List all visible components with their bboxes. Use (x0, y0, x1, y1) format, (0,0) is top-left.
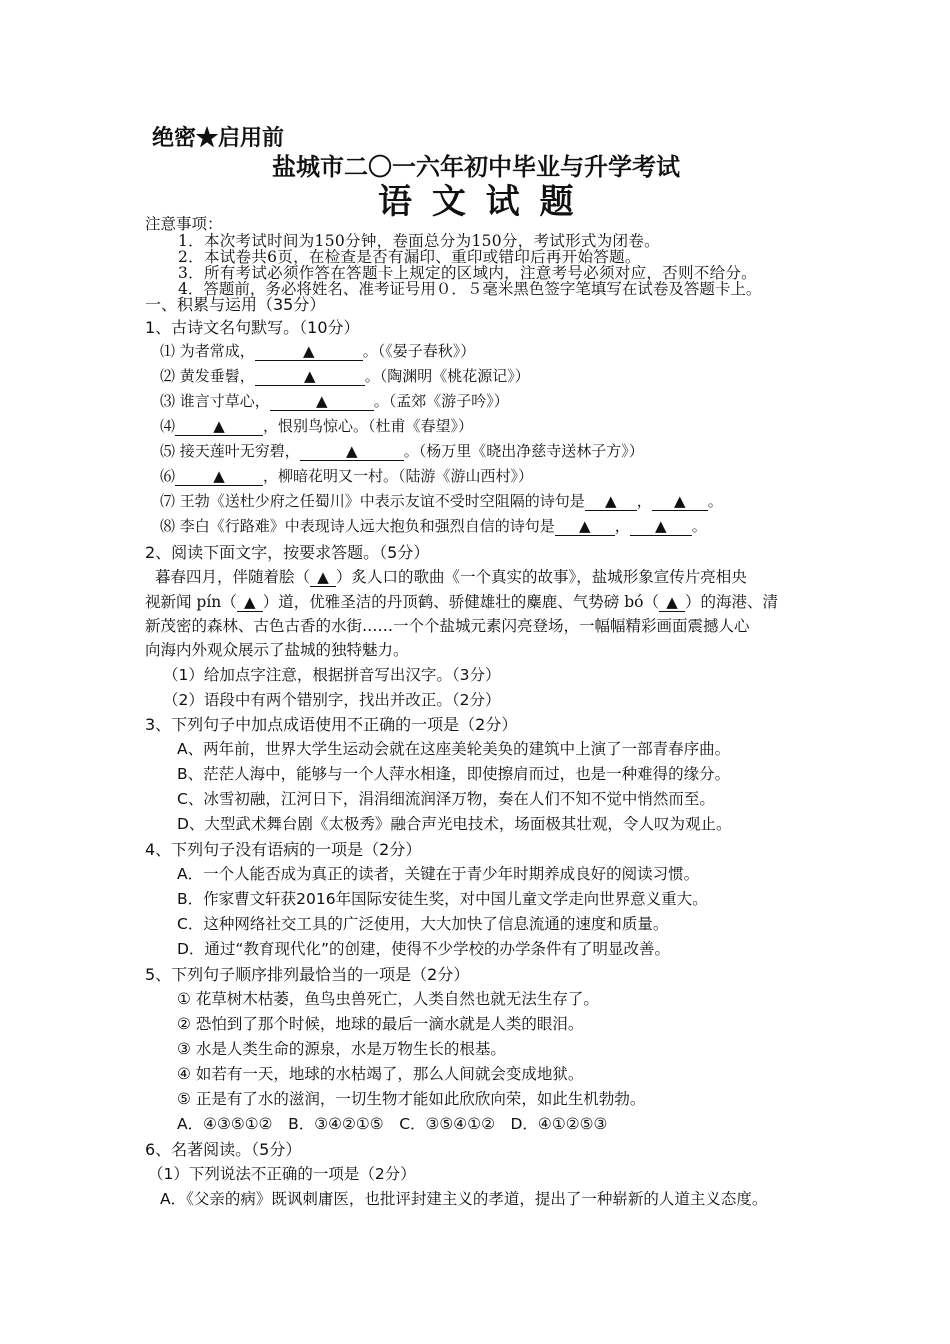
q3-title: 3、下列句子中加点成语使用不正确的一项是（2分） (145, 715, 518, 734)
q4-option-a[interactable]: A．一个人能否成为真正的读者，关键在于青少年时期养成良好的阅读习惯。 (177, 865, 700, 883)
q2-text: 视新闻 pín（ (145, 593, 237, 611)
answer-blank[interactable] (175, 418, 263, 436)
q2-passage-line-3: 新茂密的森林、古色古香的水街……一个个盐城元素闪亮登场，一幅幅精彩画面震撼人心 (145, 617, 750, 635)
q5-sentence-3: ③ 水是人类生命的源泉，水是万物生长的根基。 (177, 1040, 506, 1058)
blank-mark-icon: ▲ (213, 467, 225, 485)
exam-title: 盐城市二〇一六年初中毕业与升学考试 (272, 152, 680, 181)
section-1-heading: 一、积累与运用（35分） (145, 295, 326, 314)
answer-blank[interactable] (630, 518, 692, 536)
q1-item-7-sep: ， (636, 492, 652, 510)
q6-option-a[interactable]: A．《父亲的病》既讽刺庸医，也批评封建主义的孝道，提出了一种崭新的人道主义态度。 (160, 1190, 768, 1208)
q1-item-8 (160, 515, 950, 536)
answer-blank[interactable] (300, 443, 404, 461)
q3-option-b[interactable]: B、茫茫人海中，能够与一个人萍水相逢，即使擦肩而过，也是一种难得的缘分。 (177, 765, 731, 783)
answer-blank[interactable] (585, 493, 637, 511)
q1-item-1-text: ⑴ 为者常成， (160, 342, 255, 360)
q3-option-a[interactable]: A、两年前，世界大学生运动会就在这座美轮美奂的建筑中上演了一部青春序曲。 (177, 740, 731, 758)
answer-blank[interactable] (310, 569, 336, 587)
q1-item-4-text: ，恨别鸟惊心。（杜甫《春望》） (263, 417, 474, 435)
notice-label: 注意事项： (145, 215, 223, 233)
q1-item-5-source: 。（杨万里《晓出净慈寺送林子方》） (403, 442, 644, 460)
answer-blank[interactable] (175, 468, 263, 486)
blank-mark-icon: ▲ (317, 568, 329, 586)
q1-item-3-source: 。（孟郊《游子吟》） (373, 392, 509, 410)
q1-item-2-source: 。（陶渊明《桃花源记》） (364, 367, 530, 385)
blank-mark-icon: ▲ (303, 342, 315, 360)
q5-options[interactable]: A．④③⑤①② B．③④②①⑤ C．③⑤④①② D．④①②⑤③ (177, 1115, 608, 1133)
q5-sentence-4: ④ 如若有一天，地球的水枯竭了，那么人间就会变成地狱。 (177, 1065, 584, 1083)
q1-item-5 (160, 440, 950, 461)
q3-option-c[interactable]: C、冰雪初融，江河日下，涓涓细流润泽万物，奏在人们不知不觉中悄然而至。 (177, 790, 715, 808)
q2-passage-line-2 (145, 590, 950, 612)
q5-sentence-5: ⑤ 正是有了水的滋润，一切生物才能如此欣欣向荣，如此生机勃勃。 (177, 1090, 646, 1108)
notice-item-4: 4．答题前，务必将姓名、准考证号用０．５毫米黑色签字笔填写在试卷及答题卡上。 (178, 280, 762, 298)
q4-option-c[interactable]: C．这种网络社交工具的广泛使用，大大加快了信息流通的速度和质量。 (177, 915, 669, 933)
secret-label: 绝密★启用前 (152, 125, 285, 151)
q1-item-4-num: ⑷ (160, 417, 176, 435)
q4-title: 4、下列句子没有语病的一项是（2分） (145, 840, 422, 859)
notice-item-1: 1．本次考试时间为150分钟，卷面总分为150分，考试形式为闭卷。 (178, 232, 660, 250)
q5-sentence-1: ① 花草树木枯萎，鱼鸟虫兽死亡，人类自然也就无法生存了。 (177, 990, 599, 1008)
blank-mark-icon: ▲ (346, 442, 358, 460)
notice-item-2: 2．本试卷共6页，在检查是否有漏印、重印或错印后再开始答题。 (178, 248, 641, 266)
blank-mark-icon: ▲ (674, 492, 686, 510)
q3-option-d[interactable]: D、大型武术舞台剧《太极秀》融合声光电技术，场面极其壮观，令人叹为观止。 (177, 815, 732, 833)
blank-mark-icon: ▲ (244, 593, 256, 611)
answer-blank[interactable] (652, 493, 708, 511)
q2-passage-line-1 (155, 565, 950, 587)
q6-sub-1: （1）下列说法不正确的一项是（2分） (148, 1165, 416, 1183)
q4-option-b[interactable]: B．作家曹文轩获2016年国际安徒生奖，对中国儿童文学走向世界意义重大。 (177, 890, 708, 908)
q1-item-6-text: ，柳暗花明又一村。（陆游《游山西村》） (263, 467, 534, 485)
q1-item-6 (160, 465, 950, 486)
q1-item-7 (160, 490, 950, 511)
q2-text: ）的海港、清 (684, 593, 778, 611)
q1-item-2-text: ⑵ 黄发垂髫， (160, 367, 255, 385)
q1-item-5-text: ⑸ 接天莲叶无穷碧， (160, 442, 300, 460)
q2-text: ）炙人口的歌曲《一个真实的故事》，盐城形象宣传片亮相央 (336, 568, 747, 586)
q2-passage-line-4: 向海内外观众展示了盐城的独特魅力。 (145, 641, 409, 659)
answer-blank[interactable] (255, 368, 365, 386)
q4-option-d[interactable]: D．通过“教育现代化”的创建，使得不少学校的办学条件有了明显改善。 (177, 940, 670, 958)
q2-sub-1: （1）给加点字注意，根据拼音写出汉字。（3分） (163, 666, 501, 684)
blank-mark-icon: ▲ (666, 593, 678, 611)
blank-mark-icon: ▲ (316, 392, 328, 410)
q1-item-4 (160, 415, 950, 436)
q1-item-1 (160, 340, 950, 361)
q1-item-3 (160, 390, 950, 411)
q5-title: 5、下列句子顺序排列最恰当的一项是（2分） (145, 965, 470, 984)
subject-title: 语 文 试 题 (378, 182, 578, 222)
q6-title: 6、名著阅读。（5分） (145, 1140, 302, 1159)
blank-mark-icon: ▲ (655, 517, 667, 535)
q1-item-3-text: ⑶ 谁言寸草心， (160, 392, 270, 410)
q1-item-8-end: 。 (691, 517, 707, 535)
blank-mark-icon: ▲ (304, 367, 316, 385)
notice-item-3: 3．所有考试必须作答在答题卡上规定的区域内，注意考号必须对应，否则不给分。 (178, 264, 757, 282)
q2-text: ）道，优雅圣洁的丹顶鹤、骄健雄壮的麋鹿、气势磅 bó（ (262, 593, 659, 611)
q2-title: 2、阅读下面文字，按要求答题。（5分） (145, 543, 430, 562)
q1-title: 1、古诗文名句默写。（10分） (145, 318, 360, 337)
q1-item-2 (160, 365, 950, 386)
q1-item-6-num: ⑹ (160, 467, 176, 485)
q5-sentence-2: ② 恐怕到了那个时候，地球的最后一滴水就是人类的眼泪。 (177, 1015, 584, 1033)
answer-blank[interactable] (659, 594, 685, 612)
answer-blank[interactable] (270, 393, 374, 411)
q1-item-1-source: 。（《晏子春秋》） (362, 342, 476, 360)
q2-sub-2: （2）语段中有两个错别字，找出并改正。（2分） (163, 691, 501, 709)
blank-mark-icon: ▲ (579, 517, 591, 535)
q1-item-8-sep: ， (614, 517, 630, 535)
answer-blank[interactable] (237, 594, 263, 612)
blank-mark-icon: ▲ (213, 417, 225, 435)
q1-item-7-text: ⑺ 王勃《送杜少府之任蜀川》中表示友谊不受时空阻隔的诗句是 (160, 492, 585, 510)
blank-mark-icon: ▲ (605, 492, 617, 510)
q1-item-7-end: 。 (707, 492, 723, 510)
q2-text: 暮春四月，伴随着脍（ (155, 568, 311, 586)
answer-blank[interactable] (255, 343, 363, 361)
answer-blank[interactable] (555, 518, 615, 536)
q1-item-8-text: ⑻ 李白《行路难》中表现诗人远大抱负和强烈自信的诗句是 (160, 517, 555, 535)
